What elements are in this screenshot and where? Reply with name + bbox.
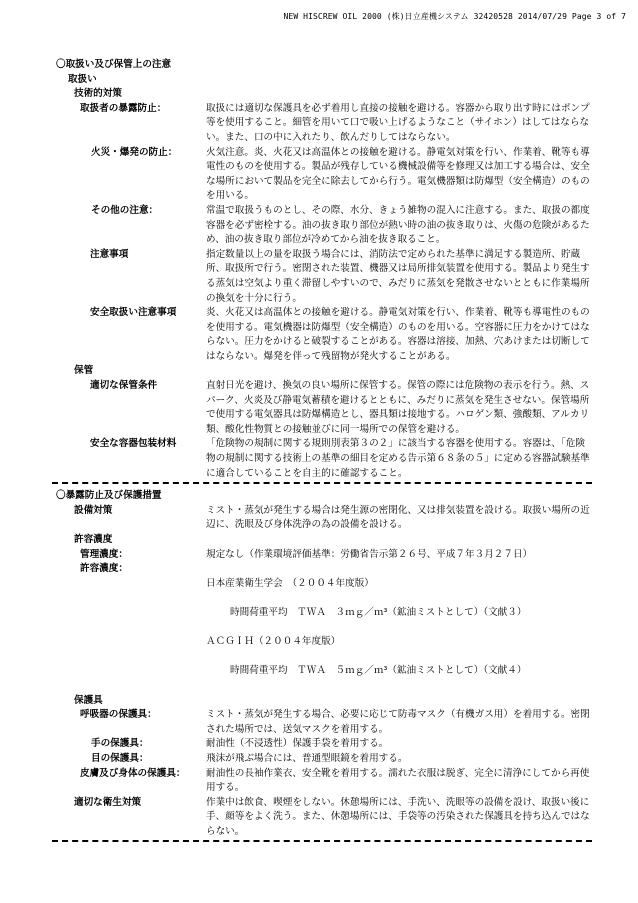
label-safe-handling: 安全取扱い注意事項 [90, 307, 177, 319]
label-allowable-concentration: 許容濃度： [80, 563, 128, 575]
subtitle-limits: 許容濃度 [74, 534, 113, 545]
text-hygiene: 作業中は飲食、喫煙をしない。休憩場所には、手洗い、洗眼等の設備を設け、取扱い後に手、顔等をよく洗う。また、休憩場所には、手袋等の汚染された保護具を持ち込んではならない。 [206, 796, 590, 837]
row-container [56, 437, 591, 481]
text-safe-handling: 炎、火花又は高温体との接触を避ける。静電気対策を行い、作業着、靴等も導電性のものを使用する。電気機器は防爆型（安全構造）のものを用いる。空容器に圧力をかけてはならない。圧力をかけると破裂することがある。容器は溶接、加熱、穴あけまたは切断してはならない。爆発を伴って残留物が発火することがある。 [206, 307, 590, 362]
row-respiratory [56, 708, 591, 737]
label-equipment: 設備対策 [74, 504, 113, 516]
allowable-values [206, 562, 591, 693]
allow-line-2: 時間荷重平均 ＴＷＡ ３ｍｇ／ｍ³（鉱油ミストとして）（文献３） [230, 606, 527, 618]
label-respiratory: 呼吸器の保護具： [80, 709, 157, 721]
label-skin: 皮膚及び身体の保護具： [80, 767, 186, 779]
row-skin [56, 767, 591, 796]
allow-line-1: 日本産業衛生学会 （２００４年度版） [206, 577, 374, 589]
document-content [56, 58, 591, 847]
row-eye [56, 752, 591, 767]
text-control-concentration: 規定なし（作業環境評価基準：労働省告示第２６号、平成７年３月２７日） [206, 548, 533, 560]
row-equipment [56, 504, 591, 533]
row-exposure-prevention [56, 102, 591, 146]
text-other-notes: 常温で取扱うものとし、その際、水分、きょう雑物の混入に注意する。また、取扱の都度容器を必ず密栓する。油の抜き取り部位が熱い時の油の抜き取りは、火傷の危険があるため、油の抜き取り部位が冷めてから油を抜き取ること。 [206, 204, 590, 246]
text-precautions: 指定数量以上の量を取扱う場合には、消防法で定められた基準に満足する製造所、貯蔵所、取扱所で行う。密閉された装置、機器又は局所排気装置を使用する。製品より発生する蒸気は空気より重く滞留しやすいので、みだりに蒸気を発散させないとともに作業場所の換気を十分に行う。 [206, 248, 590, 304]
subtitle-storage: 保管 [74, 365, 94, 377]
page-header: NEW HISCREW OIL 2000 (株)日立産機システム 32420528 2014/07/29 Page 3 of 7 [283, 12, 626, 21]
row-fire-prevention [56, 146, 591, 204]
label-eye: 目の保護具： [91, 752, 149, 764]
row-hand [56, 737, 591, 752]
label-container: 安全な容器包装材料 [90, 438, 177, 450]
text-storage-conditions: 直射日光を避け、換気の良い場所に保管する。保管の際には危険物の表示を行う。熱、スパーク、火炎及び静電気蓄積を避けるとともに、みだりに蒸気を発生させない。保管場所で使用する電気器具は防爆構造とし、器具類は接地する。ハロゲン類、強酸類、アルカリ類、酸化性物質との接触並びに同一場所での保管を避ける。 [206, 380, 590, 435]
label-fire-prevention: 火災・爆発の防止： [91, 146, 178, 158]
row-safe-handling [56, 306, 591, 364]
label-control-concentration: 管理濃度： [80, 548, 128, 560]
label-storage-conditions: 適切な保管条件 [90, 380, 158, 392]
text-respiratory: ミスト・蒸気が発生する場合、必要に応じて防毒マスク（有機ガス用）を着用する。密閉された場所では、送気マスクを着用する。 [206, 709, 590, 735]
row-hygiene [56, 796, 591, 840]
text-hand: 耐油性（不浸透性）保護手袋を着用する。 [206, 738, 389, 750]
row-allowable-concentration [56, 562, 591, 693]
label-hygiene: 適切な衛生対策 [74, 796, 142, 808]
section-title-handling: 〇取扱い及び保管上の注意 [56, 59, 172, 70]
section-divider [52, 482, 592, 484]
section-title-exposure: 〇暴露防止及び保護措置 [56, 490, 162, 502]
text-exposure-prevention: 取扱には適切な保護具を必ず着用し直接の接触を避ける。容器から取り出す時にはポンプ等を使用すること。細管を用いて口で吸い上げるようなこと（サイホン）はしてはならない。また、口の中に入れたり、飲んだりしてはならない。 [206, 102, 590, 143]
row-control-concentration [56, 548, 591, 563]
text-container: 「危険物の規制に関する規則別表第３の２」に該当する容器を使用する。容器は、「危険物の規制に関する技術上の基準の細目を定める告示第６８条の５」に定める容器試験基準に適合していることを自主的に確認すること。 [206, 438, 590, 479]
subtitle-ppe: 保護具 [74, 694, 103, 706]
allow-line-3: ＡＣＧＩＨ（２００４年度版） [206, 636, 341, 648]
row-storage-conditions [56, 379, 591, 437]
label-exposure-prevention: 取扱者の暴露防止： [80, 102, 167, 114]
section-divider-bottom [52, 840, 592, 842]
subtitle-handling: 取扱い [68, 73, 97, 85]
label-hand: 手の保護具： [91, 738, 149, 750]
text-equipment: ミスト・蒸気が発生する場合は発生源の密閉化、又は排気装置を設ける。取扱い場所の近辺に、洗眼及び身体洗浄の為の設備を設ける。 [206, 504, 590, 531]
row-other-notes [56, 204, 591, 248]
label-other-notes: その他の注意： [91, 204, 159, 216]
allow-line-4: 時間荷重平均 ＴＷＡ ５ｍｇ／ｍ³（鉱油ミストとして）（文献４） [230, 665, 527, 677]
text-skin: 耐油性の長袖作業衣、安全靴を着用する。濡れた衣服は脱ぎ、完全に清浄にしてから再使用する。 [206, 767, 590, 794]
label-precautions: 注意事項 [90, 248, 129, 260]
text-eye: 飛沫が飛ぶ場合には、普通型眼鏡を着用する。 [206, 752, 408, 764]
subtitle-technical: 技術的対策 [74, 88, 122, 100]
row-precautions [56, 248, 591, 306]
text-fire-prevention: 火気注意。炎、火花又は高温体との接触を避ける。静電気対策を行い、作業着、靴等も導電性のものを使用する。製品が残存している機械設備等を修理又は加工する場合は、安全な場所において製品を完全に除去してから行う。電気機器類は防爆型（安全構造）のものを用いる。 [206, 146, 590, 202]
